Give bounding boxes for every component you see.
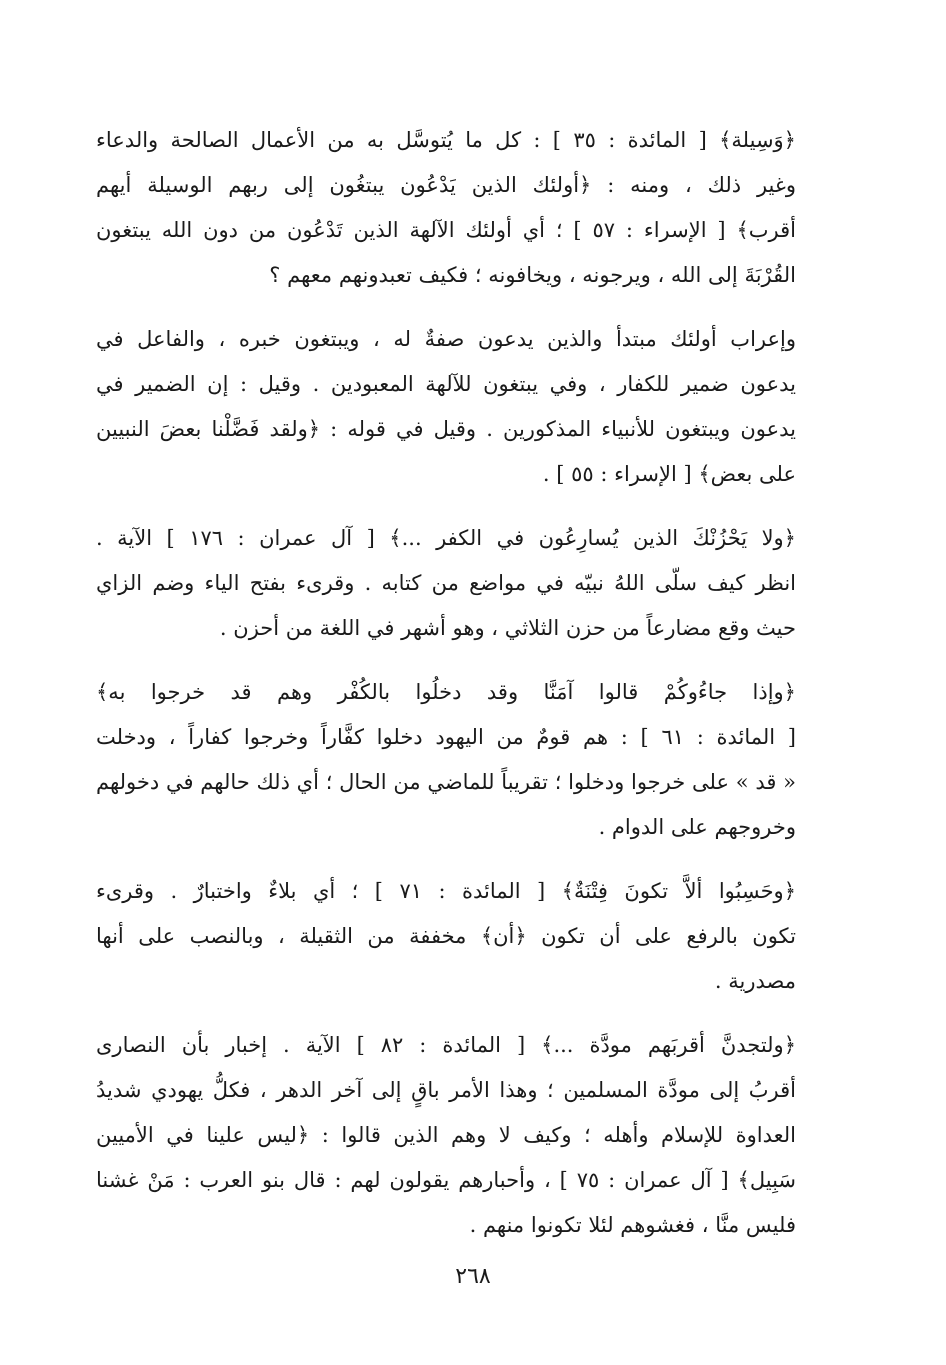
text-line: أقرب﴾ [ الإسراء : ٥٧ ] ؛ أي أولئك الآلهة الذين تَدْعُون من دون الله يبتغون xyxy=(96,218,796,242)
text-line: [ المائدة : ٦١ ] : هم قومٌ من اليهود دخلوا كفَّاراً وخرجوا كفاراً ، ودخلت xyxy=(96,725,796,749)
text-line: على بعض﴾ [ الإسراء : ٥٥ ] . xyxy=(542,462,796,486)
text-line: يدعون ويبتغون للأنبياء المذكورين . وقيل في قوله : ﴿ولقد فَضَّلْنا بعضَ النبيين xyxy=(96,417,796,441)
text-line: ﴿ولا يَحْزُنْكَ الذين يُسارِعُون في الكفر ...﴾ [ آل عمران : ١٧٦ ] الآية . xyxy=(96,526,796,550)
text-line: ﴿ولتجدنَّ أقربَهم مودَّة ...﴾ [ المائدة : ٨٢ ] الآية . إخبار بأن النصارى xyxy=(96,1033,796,1057)
text-line: وإعراب أولئك مبتدأ والذين يدعون صفةٌ له ، ويبتغون خبره ، والفاعل في xyxy=(96,327,796,351)
paragraph xyxy=(96,869,796,1004)
paragraph xyxy=(96,670,796,850)
text-line: أقربُ إلى مودَّة المسلمين ؛ وهذا الأمر باقٍ إلى آخر الدهر ، فكلُّ يهودي شديدُ xyxy=(96,1078,796,1102)
text-line: حيث وقع مضارعاً من حزن الثلاثي ، وهو أشهر في اللغة من أحزن . xyxy=(219,616,796,640)
paragraph xyxy=(96,1023,796,1248)
text-line: سَبِيل﴾ [ آل عمران : ٧٥ ] ، وأحبارهم يقولون لهم : قال بنو العرب : مَنْ غشنا xyxy=(96,1168,796,1192)
text-line: ﴿وَسِيلة﴾ [ المائدة : ٣٥ ] : كل ما يُتوسَّل به من الأعمال الصالحة والدعاء xyxy=(96,128,796,152)
text-line: ﴿وحَسِبُوا ألاَّ تكونَ فِتْنَةٌ﴾ [ المائدة : ٧١ ] ؛ أي بلاءٌ واختبارٌ . وقرىء xyxy=(96,879,796,903)
text-line: فليس منَّا ، فغشوهم لئلا تكونوا منهم . xyxy=(469,1213,796,1237)
text-line: مصدرية . xyxy=(714,969,796,993)
page-body xyxy=(96,118,796,1267)
paragraph xyxy=(96,118,796,298)
text-line: يدعون ضمير للكفار ، وفي يبتغون للآلهة المعبودين . وقيل : إن الضمير في xyxy=(96,372,796,396)
text-line: انظر كيف سلّى اللهُ نبيّه في مواضع من كتابه . وقرىء بفتح الياء وضم الزاي xyxy=(96,571,796,595)
text-line: العداوة للإسلام وأهله ؛ وكيف لا وهم الذين قالوا : ﴿ليس علينا في الأميين xyxy=(96,1123,796,1147)
text-line: القُرْبَةَ إلى الله ، ويرجونه ، ويخافونه ؛ فكيف تعبدونهم معهم ؟ xyxy=(269,263,796,287)
text-line: وغير ذلك ، ومنه : ﴿أولئك الذين يَدْعُون يبتغُون إلى ربهم الوسيلة أيهم xyxy=(96,173,796,197)
text-line: تكون بالرفع على أن تكون ﴿أن﴾ مخففة من الثقيلة ، وبالنصب على أنها xyxy=(96,924,796,948)
paragraph xyxy=(96,516,796,651)
text-line: وخروجهم على الدوام . xyxy=(598,815,796,839)
page-number: ٢٦٨ xyxy=(455,1264,491,1289)
text-line: « قد » على خرجوا ودخلوا ؛ تقريباً للماضي من الحال ؛ أي ذلك حالهم في دخولهم xyxy=(96,770,796,794)
paragraph xyxy=(96,317,796,497)
text-line: ﴿وإذا جاءُوكُمْ قالوا آمَنَّا وقد دخلُوا بالكُفْر وهم قد خرجوا به﴾ xyxy=(96,680,796,704)
